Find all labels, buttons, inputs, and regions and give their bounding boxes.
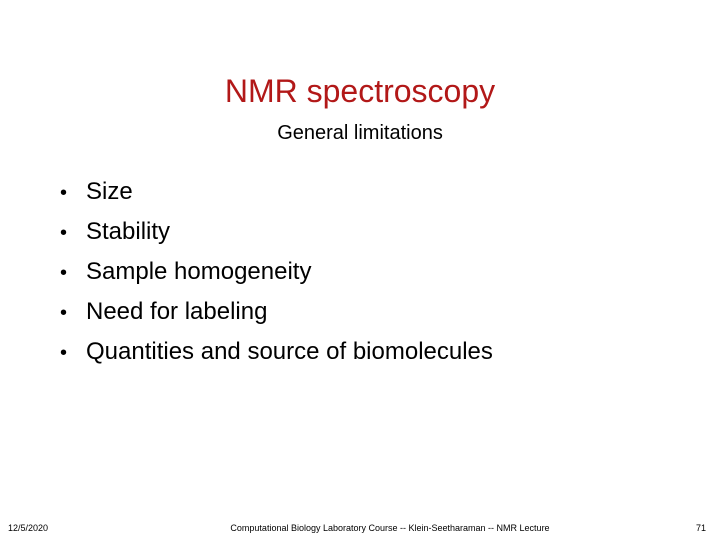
bullet-glyph: • [60,262,68,284]
bullet-item [60,172,660,212]
footer-course: Computational Biology Laboratory Course -- Klein-Seetharaman -- NMR Lecture [230,523,550,533]
bullet-item [60,212,660,252]
bullet-text: Quantities and source of biomolecules [86,338,493,365]
bullet-text: Need for labeling [86,298,268,325]
footer-page-number: 71 [695,523,706,533]
bullet-glyph: • [60,182,68,204]
bullet-text: Sample homogeneity [86,258,312,285]
bullet-text: Size [86,178,133,205]
bullet-text: Stability [86,218,171,245]
bullet-list [60,172,660,372]
bullet-glyph: • [60,302,68,324]
bullet-item [60,332,660,372]
slide-title [0,70,720,112]
bullet-glyph: • [60,342,68,364]
slide-subtitle: General limitations [277,122,443,144]
slide-title-text: NMR spectroscopy [224,73,496,109]
bullet-item [60,252,660,292]
footer-date: 12/5/2020 [8,523,49,533]
bullet-item [60,292,660,332]
bullet-glyph: • [60,222,68,244]
